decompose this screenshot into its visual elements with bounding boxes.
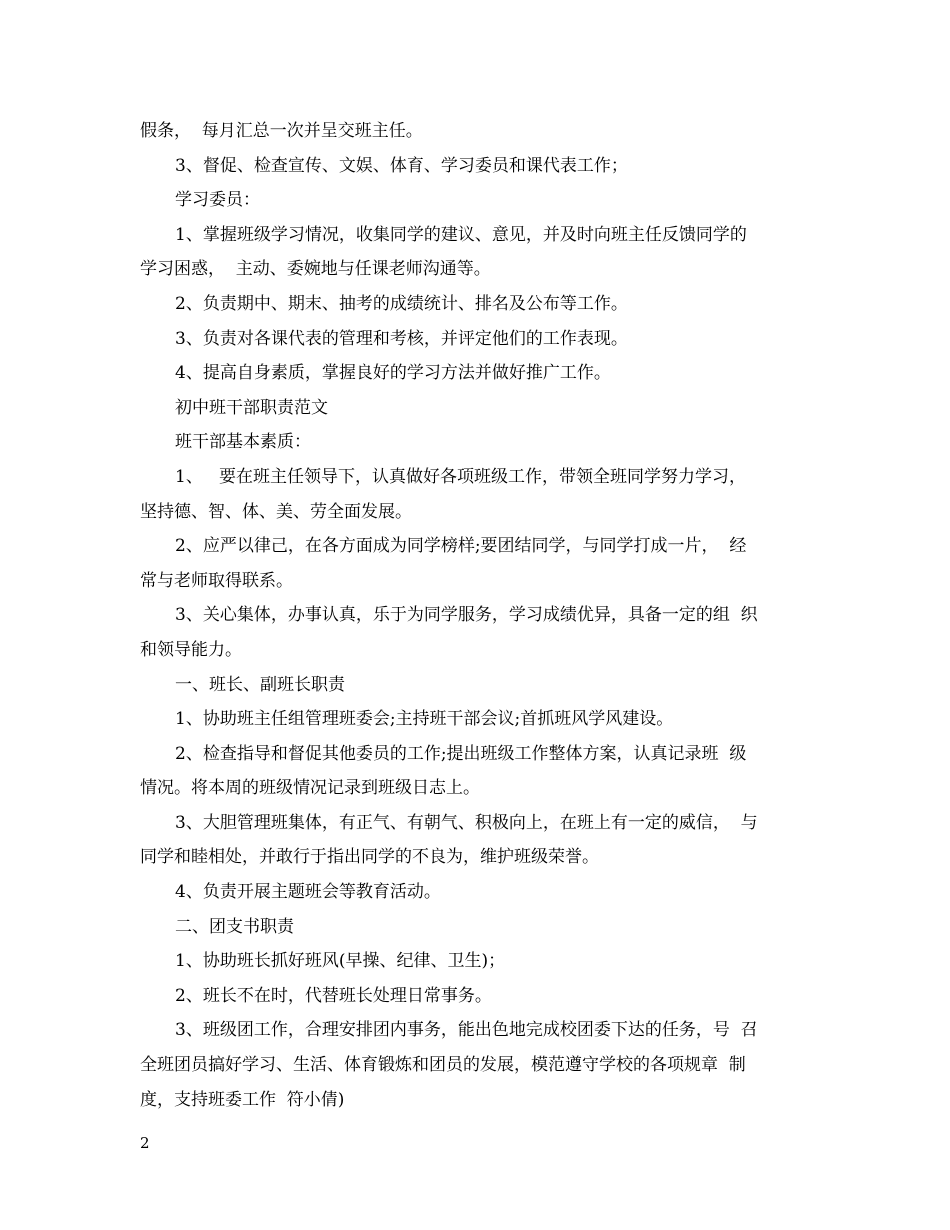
text-line: 全班团员搞好学习、生活、体育锻炼和团员的发展，模范遵守学校的各项规章 制 (140, 1055, 746, 1076)
text-line: 1、 要在班主任领导下，认真做好各项班级工作，带领全班同学努力学习， (175, 466, 747, 487)
text-line: 假条， 每月汇总一次并呈交班主任。 (140, 121, 423, 141)
text-line: 度，支持班委工作 符小倩) (140, 1089, 345, 1110)
section-heading: 班干部基本素质： (175, 432, 311, 453)
text-line: 3、关心集体，办事认真，乐于为同学服务，学习成绩优异，具备一定的组 织 (175, 605, 758, 626)
text-line: 3、大胆管理班集体，有正气、有朝气、积极向上，在班上有一定的威信， 与 (175, 812, 758, 833)
text-line: 同学和睦相处，并敢行于指出同学的不良为，维护班级荣誉。 (140, 847, 599, 868)
text-line: 和领导能力。 (140, 639, 242, 660)
text-line: 2、负责期中、期末、抽考的成绩统计、排名及公布等工作。 (175, 293, 628, 314)
text-line: 1、掌握班级学习情况，收集同学的建议、意见，并及时向班主任反馈同学的 (175, 224, 747, 245)
text-line: 情况。将本周的班级情况记录到班级日志上。 (140, 778, 480, 799)
text-line: 2、检查指导和督促其他委员的工作;提出班级工作整体方案，认真记录班 级 (175, 743, 747, 764)
section-heading: 初中班干部职责范文 (175, 397, 328, 418)
text-line: 学习困惑， 主动、委婉地与任课老师沟通等。 (140, 259, 491, 280)
text-line: 1、协助班长抓好班风(早操、纪律、卫生)； (175, 951, 506, 972)
text-line: 3、督促、检查宣传、文娱、体育、学习委员和课代表工作； (175, 155, 628, 176)
section-heading: 一、班长、副班长职责 (175, 674, 345, 695)
text-line: 3、负责对各课代表的管理和考核，并评定他们的工作表现。 (175, 328, 628, 349)
page-number: 2 (140, 1134, 150, 1152)
text-line: 坚持德、智、体、美、劳全面发展。 (140, 501, 412, 522)
body-text (140, 114, 812, 1117)
text-line: 3、班级团工作，合理安排团内事务，能出色地完成校团委下达的任务，号 召 (175, 1020, 758, 1041)
text-line: 2、应严以律己，在各方面成为同学榜样;要团结同学，与同学打成一片， 经 (175, 536, 747, 557)
text-line: 2、班长不在时，代替班长处理日常事务。 (175, 985, 492, 1006)
section-heading: 二、团支书职责 (175, 916, 294, 937)
section-heading: 学习委员： (175, 190, 260, 211)
text-line: 1、协助班主任组管理班委会;主持班干部会议;首抓班风学风建设。 (175, 709, 674, 730)
text-line: 4、负责开展主题班会等教育活动。 (175, 882, 441, 903)
text-line: 4、提高自身素质，掌握良好的学习方法并做好推广工作。 (175, 363, 611, 384)
text-line: 常与老师取得联系。 (140, 570, 293, 591)
